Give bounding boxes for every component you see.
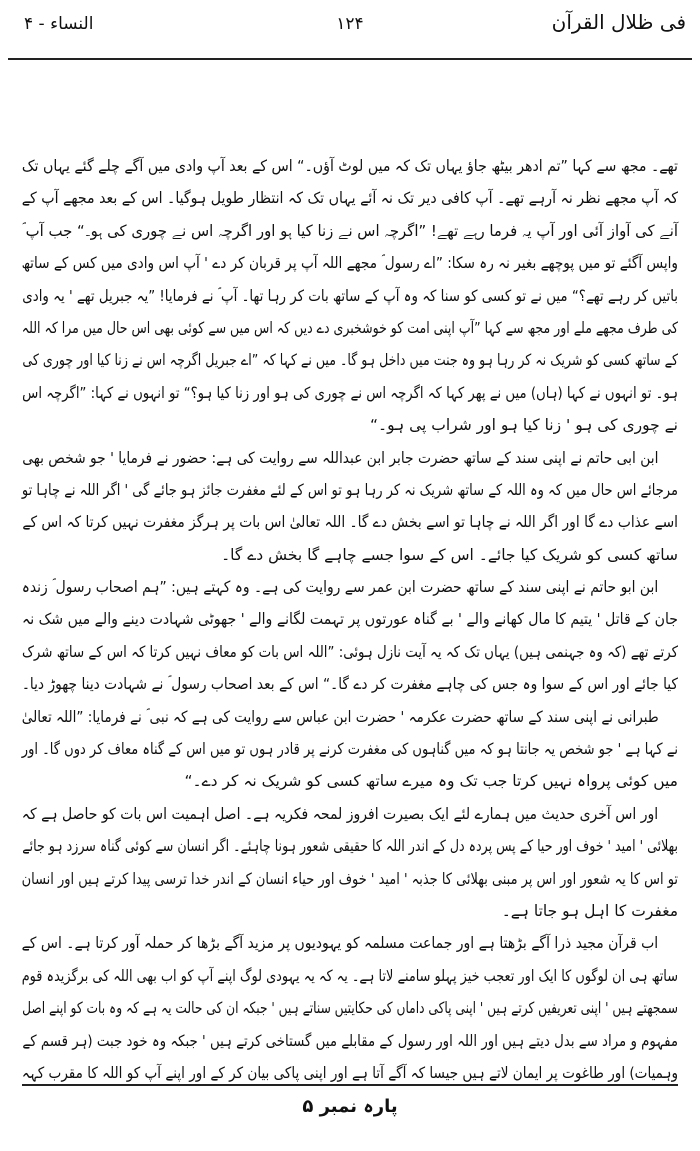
text-line: اور اس آخری حدیث میں ہمارے لئے ایک بصیرت افروز لمحہ فکریہ ہے۔ اصل اہمیت اس بات کو حاصل ہے کہ (21, 804, 659, 823)
text-line: نے چوری کی ہو ' زنا کیا ہو اور شراب پی ہو۔“ (370, 416, 678, 435)
text-line: کی طرف مجھے ملے اور مجھ سے کہا ”آپ اپنی امت کو خوشخبری دے دیں کہ اس میں سے کوئی بھی اس حال میں مرا کہ اللہ (21, 318, 679, 337)
text-line: واپس آگئے تو میں پوچھے بغیر نہ رہ سکا: ”اے رسول ؐ مجھے اللہ آپ پر قربان کر دے ' آپ اس وادی میں کس کے ساتھ (21, 254, 679, 273)
text-line: تو اس کا یہ شعور اور اس پر مبنی بھلائی کا جذبہ ' امید ' خوف اور حیاء انسان کے اندر خدا ترسی پیدا کرتے ہیں اور انسان (21, 869, 678, 888)
text-line: نے کہا ہے ' جو شخص یہ جانتا ہو کہ میں گناہوں کی مغفرت کرنے پر قادر ہوں تو میں اس کے گناہ معاف کر دوں گا۔ اور (21, 740, 679, 759)
text-line: سمجھتے ہیں ' اپنی تعریفیں کرتے ہیں ' اپنی پاکی داماں کی حکایتیں سناتے ہیں ' جبکہ ان کی حالت یہ ہے کہ وہ بات کو اپنے اصل (22, 999, 679, 1018)
text-line: جان کے قاتل ' یتیم کا مال کھانے والے ' بے گناہ عورتوں پر تہمت لگانے والے ' جھوٹی شہادت دینے والے میں شک نہ (22, 610, 678, 629)
text-line: میں کوئی پرواہ نہیں کرتا جب تک وہ میرے ساتھ کسی کو شریک نہ کر دے۔“ (184, 772, 678, 791)
surah-reference: النساء - ۴ (24, 14, 94, 34)
text-line: وہمیات) اور طاغوت پر ایمان لاتے ہیں جیسا کہ آگے آتا ہے اور اپنی پاکی بیان کر کے اور اپنے آپ کو اللہ کا مقرب کہہ (21, 1063, 678, 1082)
para-number-footer: پارہ نمبر ۵ (302, 1096, 398, 1117)
text-line: مفہوم و مراد سے بدل دیتے ہیں اور اللہ اور رسول کے مقابلے میں گستاخی کرتے ہیں ' جبکہ وہ خود جبت (ہر قسم کے (22, 1031, 679, 1050)
text-line: مرجائے اس حال میں کہ وہ اللہ کے ساتھ شریک نہ کر رہا ہو تو اس کے لئے مغفرت جائز ہو جائے گی ' اگر اللہ نے چاہا تو (21, 480, 678, 499)
text-line: ساتھ کسی کو شریک کیا جائے۔ اس کے سوا جسے چاہے گا بخش دے گا۔ (221, 545, 678, 564)
text-line: ابن ابو حاتم نے اپنی سند کے ساتھ حضرت ابن عمر سے روایت کی ہے۔ وہ کہتے ہیں: ”ہم اصحاب رسول ؐ زندہ (21, 578, 659, 597)
text-line: کے ساتھ کسی کو شریک نہ کر رہا ہو وہ جنت میں داخل ہو گا۔ میں نے کہا کہ ”اے جبریل اگرچہ اس نے زنا کیا اور چوری کی (22, 351, 678, 370)
text-line: کہ آپ مجھے نظر نہ آرہے تھے۔ آپ کافی دیر تک نہ آئے یہاں تک کہ انتظار طویل ہوگیا۔ اس کے بعد مجھے آپ کے (21, 189, 679, 208)
paragraph (22, 927, 678, 1089)
paragraph (22, 701, 678, 798)
text-line: کرتے تھے (کہ وہ جہنمی ہیں) یہاں تک کہ یہ آیت نازل ہوئی: ”اللہ اس بات کو معاف نہیں کرتا کہ اس کے ساتھ شرک (21, 642, 679, 661)
page-body (22, 150, 678, 1089)
text-line: تھے۔ مجھ سے کہا ”تم ادھر بیٹھ جاؤ یہاں تک کہ میں لوٹ آؤں۔“ اس کے بعد آپ وادی میں آگے چلے گئے یہاں تک (21, 157, 678, 175)
text-line: ساتھ ہی ان لوگوں کا ایک اور تعجب خیز پہلو سامنے لاتا ہے۔ یہ کہ یہ یہودی لوگ اپنے آپ کو اب بھی اللہ کی برگزیدہ قوم (21, 966, 678, 985)
footer-divider (22, 1084, 678, 1086)
text-line: طبرانی نے اپنی سند کے ساتھ حضرت عکرمہ ' حضرت ابن عباس سے روایت کی ہے کہ نبی ؐ نے فرمایا: ”اللہ تعالیٰ (21, 707, 659, 726)
text-line: اب قرآن مجید ذرا آگے بڑھتا ہے اور جماعت مسلمہ کو یہودیوں پر مزید آگے بڑھا کر حملہ آور کرتا ہے۔ اس کے (21, 934, 659, 953)
book-title: فی ظلال القرآن (551, 10, 686, 34)
text-line: ابن ابی حاتم نے اپنی سند کے ساتھ حضرت جابر ابن عبداللہ سے روایت کی ہے: حضور نے فرمایا ' جو شخص بھی (22, 448, 659, 467)
text-line: باتیں کر رہے تھے؟“ میں نے تو کسی کو سنا کہ وہ آپ کے ساتھ بات کر رہا تھا۔ آپ ؐ نے فرمایا! ”یہ جبریل تھے ' یہ وادی (22, 286, 678, 305)
paragraph (22, 442, 678, 572)
paragraph (22, 571, 678, 701)
paragraph (22, 150, 678, 442)
paragraph (22, 798, 678, 928)
text-line: کیا جائے اور اس کے سوا وہ جس کی چاہے مغفرت کر دے گا۔“ اس کے بعد اصحاب رسول ؐ نے شہادت دینا چھوڑ دیا۔ (21, 675, 679, 694)
page-number: ۱۲۴ (336, 14, 364, 34)
text-line: بھلائی ' امید ' خوف اور حیا کے پس پردہ دل کے اندر اللہ کا حقیقی شعور ہونا چاہئے۔ اگر انسان سے کوئی گناہ سرزد ہو جائے (22, 837, 678, 856)
text-line: آنے کی آواز آئی اور آپ یہ فرما رہے تھے! ”اگرچہ اس نے زنا کیا ہو اور اگرچہ اس نے چوری کی ہو۔“ جب آپ ؐ (21, 221, 679, 240)
text-line: مغفرت کا اہل ہو جاتا ہے۔ (501, 901, 678, 920)
text-line: اسے عذاب دے گا اور اگر اللہ نے چاہا تو اسے بخش دے گا۔ اللہ تعالیٰ اس بات پر ہرگز مغفرت نہیں کرتا کہ اس کے (22, 513, 678, 532)
header-divider (8, 58, 692, 60)
text-line: ہو۔ تو انہوں نے کہا (ہاں) میں نے پھر کہا کہ اگرچہ اس نے چوری کی ہو اور زنا کیا ہو؟“ تو انہوں نے کہا: ”اگرچہ اس (22, 383, 678, 402)
